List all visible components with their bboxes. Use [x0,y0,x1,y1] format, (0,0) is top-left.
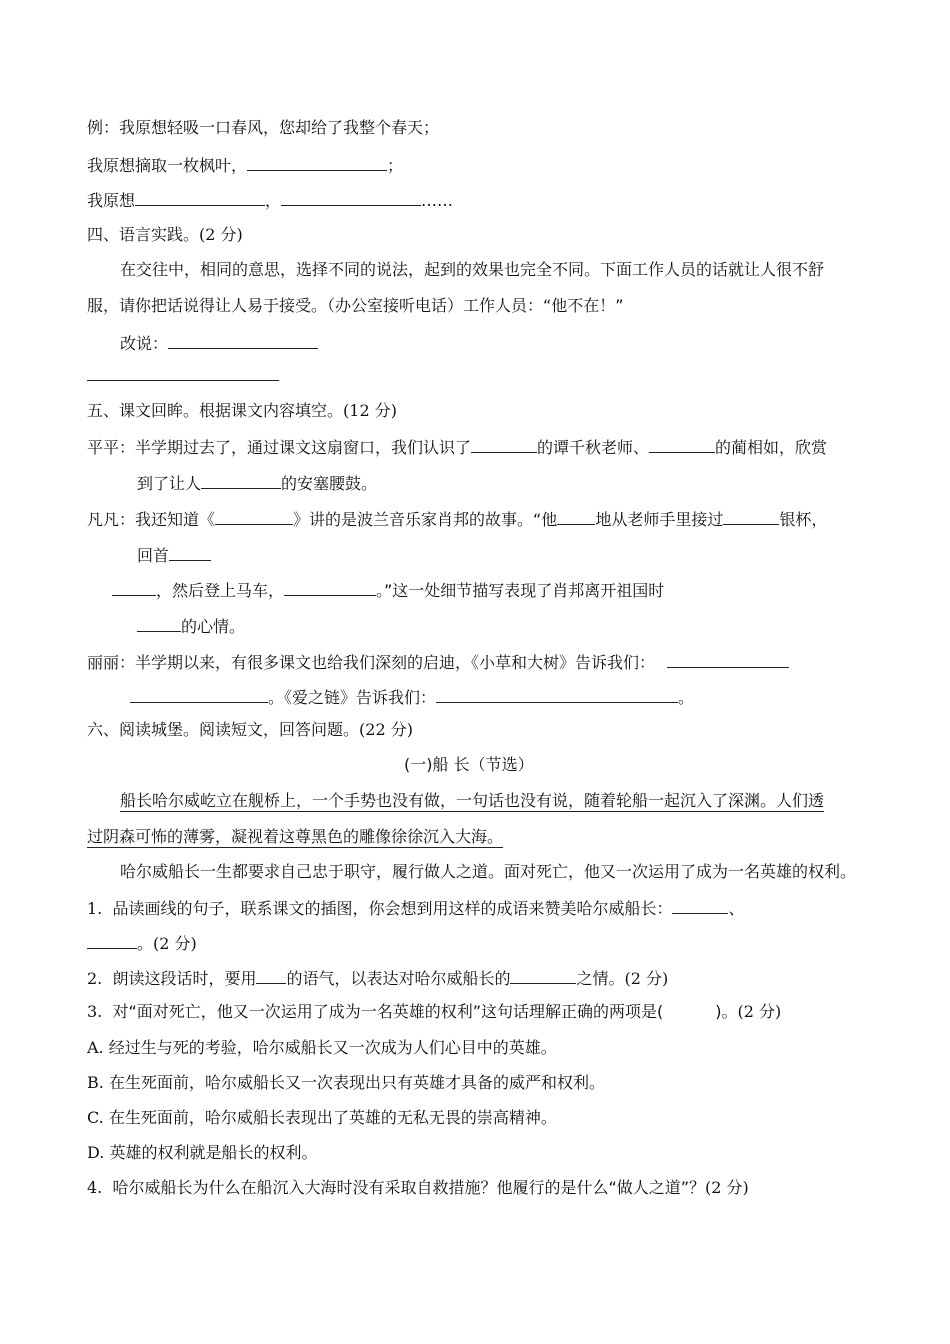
pingping-text-b: 的谭千秋老师、 [537,438,650,457]
rewrite-line [120,331,318,355]
option-d-text: 英雄的权利就是船长的权利。 [109,1143,318,1162]
blank-idiom-2[interactable] [87,931,137,949]
question-2-score: (2 分) [624,969,669,988]
pingping-line-2 [137,471,377,495]
blank-lili-1[interactable] [667,650,789,668]
question-4-number: 4. [87,1178,103,1197]
imitation-line-2-comma: ， [265,191,282,210]
option-c-text: 在生死面前，哈尔威船长表现出了英雄的无私无畏的崇高精神。 [108,1108,557,1127]
question-3-score: (2 分) [737,1002,782,1021]
section-4-heading [87,224,243,246]
fanfan-text-d: 银杯， [779,510,828,529]
question-3-number: 3. [87,1002,103,1021]
lili-text-c: 。 [678,688,695,707]
blank-pingping-3[interactable] [201,471,281,489]
fanfan-line-3 [112,578,664,602]
option-b[interactable] [87,1072,605,1094]
underlined-sentence-1 [120,790,824,812]
imitation-line-1 [87,153,403,177]
fanfan-line-4 [137,614,245,638]
imitation-line-2-prefix: 我原想 [87,191,136,210]
pingping-text-e: 的安塞腰鼓。 [281,474,378,493]
lili-text-a: 丽丽：半学期以来，有很多课文也给我们深刻的启迪，《小草和大树》告诉我们： [87,653,656,672]
imitation-line-2-ellipsis: …… [421,191,454,210]
pingping-text-d: 到了让人 [137,474,202,493]
imitation-line-2 [87,188,453,212]
underlined-text-1: 船长哈尔威屹立在舰桥上，一个手势也没有做，一句话也没有说，随着轮船一起沉入了深渊。人们透 [120,791,825,810]
question-4-text: 哈尔威船长为什么在船沉入大海时没有采取自救措施？他履行的是什么“做人之道”？ [112,1178,706,1197]
pingping-text-a: 平平：半学期过去了，通过课文这扇窗口，我们认识了 [87,438,472,457]
section-6-title: 六、阅读城堡。阅读短文，回答问题。 [87,720,360,739]
question-2 [87,966,668,990]
underlined-text-2: 过阴森可怖的薄雾，凝视着这尊黑色的雕像徐徐沉入大海。 [87,827,504,846]
blank-idiom-1[interactable] [672,896,728,914]
section-5-score: (12 分) [343,401,397,420]
fanfan-text-c: 地从老师手里接过 [595,510,724,529]
pingping-text-c: 的蔺相如，欣赏 [715,438,828,457]
passage-title: (一)船 长（节选） [404,755,534,774]
fanfan-text-f: ，然后登上马车， [156,581,285,600]
option-d-label: D. [87,1143,105,1162]
section-4-title: 四、语言实践。 [87,225,200,244]
question-4 [87,1177,749,1199]
fanfan-text-h: 的心情。 [181,617,246,636]
option-d[interactable] [87,1142,317,1164]
imitation-line-1-prefix: 我原想摘取一枚枫叶， [87,156,248,175]
question-2-text-a: 朗读这段话时，要用 [112,969,257,988]
blank-feeling[interactable] [510,966,576,984]
fanfan-line-1 [87,507,827,531]
blank-imitation-1[interactable] [247,153,387,171]
question-1-score: (2 分) [153,934,197,953]
question-3-text-b: )。 [715,1002,738,1021]
blank-rewrite-2[interactable] [87,380,279,381]
question-1-cont [87,931,197,955]
option-a-text: 经过生与死的考验，哈尔威船长又一次成为人们心目中的英雄。 [108,1038,557,1057]
pingping-line-1 [87,435,827,459]
section-5-title: 五、课文回眸。根据课文内容填空。 [87,401,344,420]
option-c-label: C. [87,1108,104,1127]
option-a[interactable] [87,1037,557,1059]
fanfan-text-b: 》讲的是波兰音乐家肖邦的故事。“他 [293,510,558,529]
blank-imitation-2a[interactable] [135,188,265,206]
question-1-number: 1. [87,899,103,918]
section-6-score: (22 分) [359,720,413,739]
fanfan-line-2 [137,543,211,567]
blank-fanfan-4[interactable] [169,543,211,561]
question-2-text-b: 的语气，以表达对哈尔威船长的 [286,969,511,988]
question-1-text: 品读画线的句子，联系课文的插图，你会想到用这样的成语来赞美哈尔威船长： [112,899,673,918]
option-b-text: 在生死面前，哈尔威船长又一次表现出只有英雄才具备的威严和权利。 [108,1073,605,1092]
question-3 [87,1001,781,1023]
question-1-end: 。 [137,934,154,953]
passage-paragraph: 哈尔威船长一生都要求自己忠于职守，履行做人之道。面对死亡，他又一次运用了成为一名英雄的权利。 [120,862,857,881]
section-4-para-1: 在交往中，相同的意思，选择不同的说法，起到的效果也完全不同。下面工作人员的话就让人很不舒 [120,260,825,279]
lili-line-1 [87,650,789,674]
underlined-sentence-2 [87,826,503,848]
question-2-text-c: 之情。 [576,969,625,988]
imitation-line-1-end: ； [387,156,404,175]
blank-fanfan-5[interactable] [112,578,156,596]
blank-pingping-1[interactable] [471,435,537,453]
lili-line-2 [130,685,694,709]
example-sentence: 例：我原想轻吸一口春风，您却给了我整个春天； [87,118,440,137]
blank-fanfan-3[interactable] [723,507,779,525]
blank-fanfan-2[interactable] [557,507,595,525]
section-4-para-2: 服，请你把话说得让人易于接受。（办公室接听电话）工作人员：“他不在！” [87,296,624,315]
blank-lili-3[interactable] [436,685,678,703]
blank-tone[interactable] [256,966,286,984]
question-4-score: (2 分) [705,1178,749,1197]
fanfan-text-g: 。”这一处细节描写表现了肖邦离开祖国时 [376,581,665,600]
blank-rewrite-1[interactable] [168,331,318,349]
fanfan-text-a: 凡凡：我还知道《 [87,510,216,529]
fanfan-text-e: 回首 [137,546,170,565]
question-2-number: 2. [87,969,103,988]
option-a-label: A. [87,1038,104,1057]
blank-lili-2[interactable] [130,685,268,703]
question-3-text-a: 对“面对死亡，他又一次运用了成为一名英雄的权利”这句话理解正确的两项是( [112,1002,664,1021]
blank-pingping-2[interactable] [649,435,715,453]
blank-fanfan-6[interactable] [284,578,376,596]
section-6-heading [87,719,413,741]
blank-imitation-2b[interactable] [281,188,421,206]
blank-fanfan-title[interactable] [215,507,293,525]
blank-fanfan-7[interactable] [137,614,181,632]
question-1-sep: 、 [728,899,745,918]
lili-text-b: 。《爱之链》告诉我们： [268,688,437,707]
section-4-score: (2 分) [199,225,243,244]
question-1 [87,896,744,920]
option-c[interactable] [87,1107,557,1129]
rewrite-label: 改说： [120,334,169,353]
section-5-heading [87,400,397,422]
option-b-label: B. [87,1073,104,1092]
